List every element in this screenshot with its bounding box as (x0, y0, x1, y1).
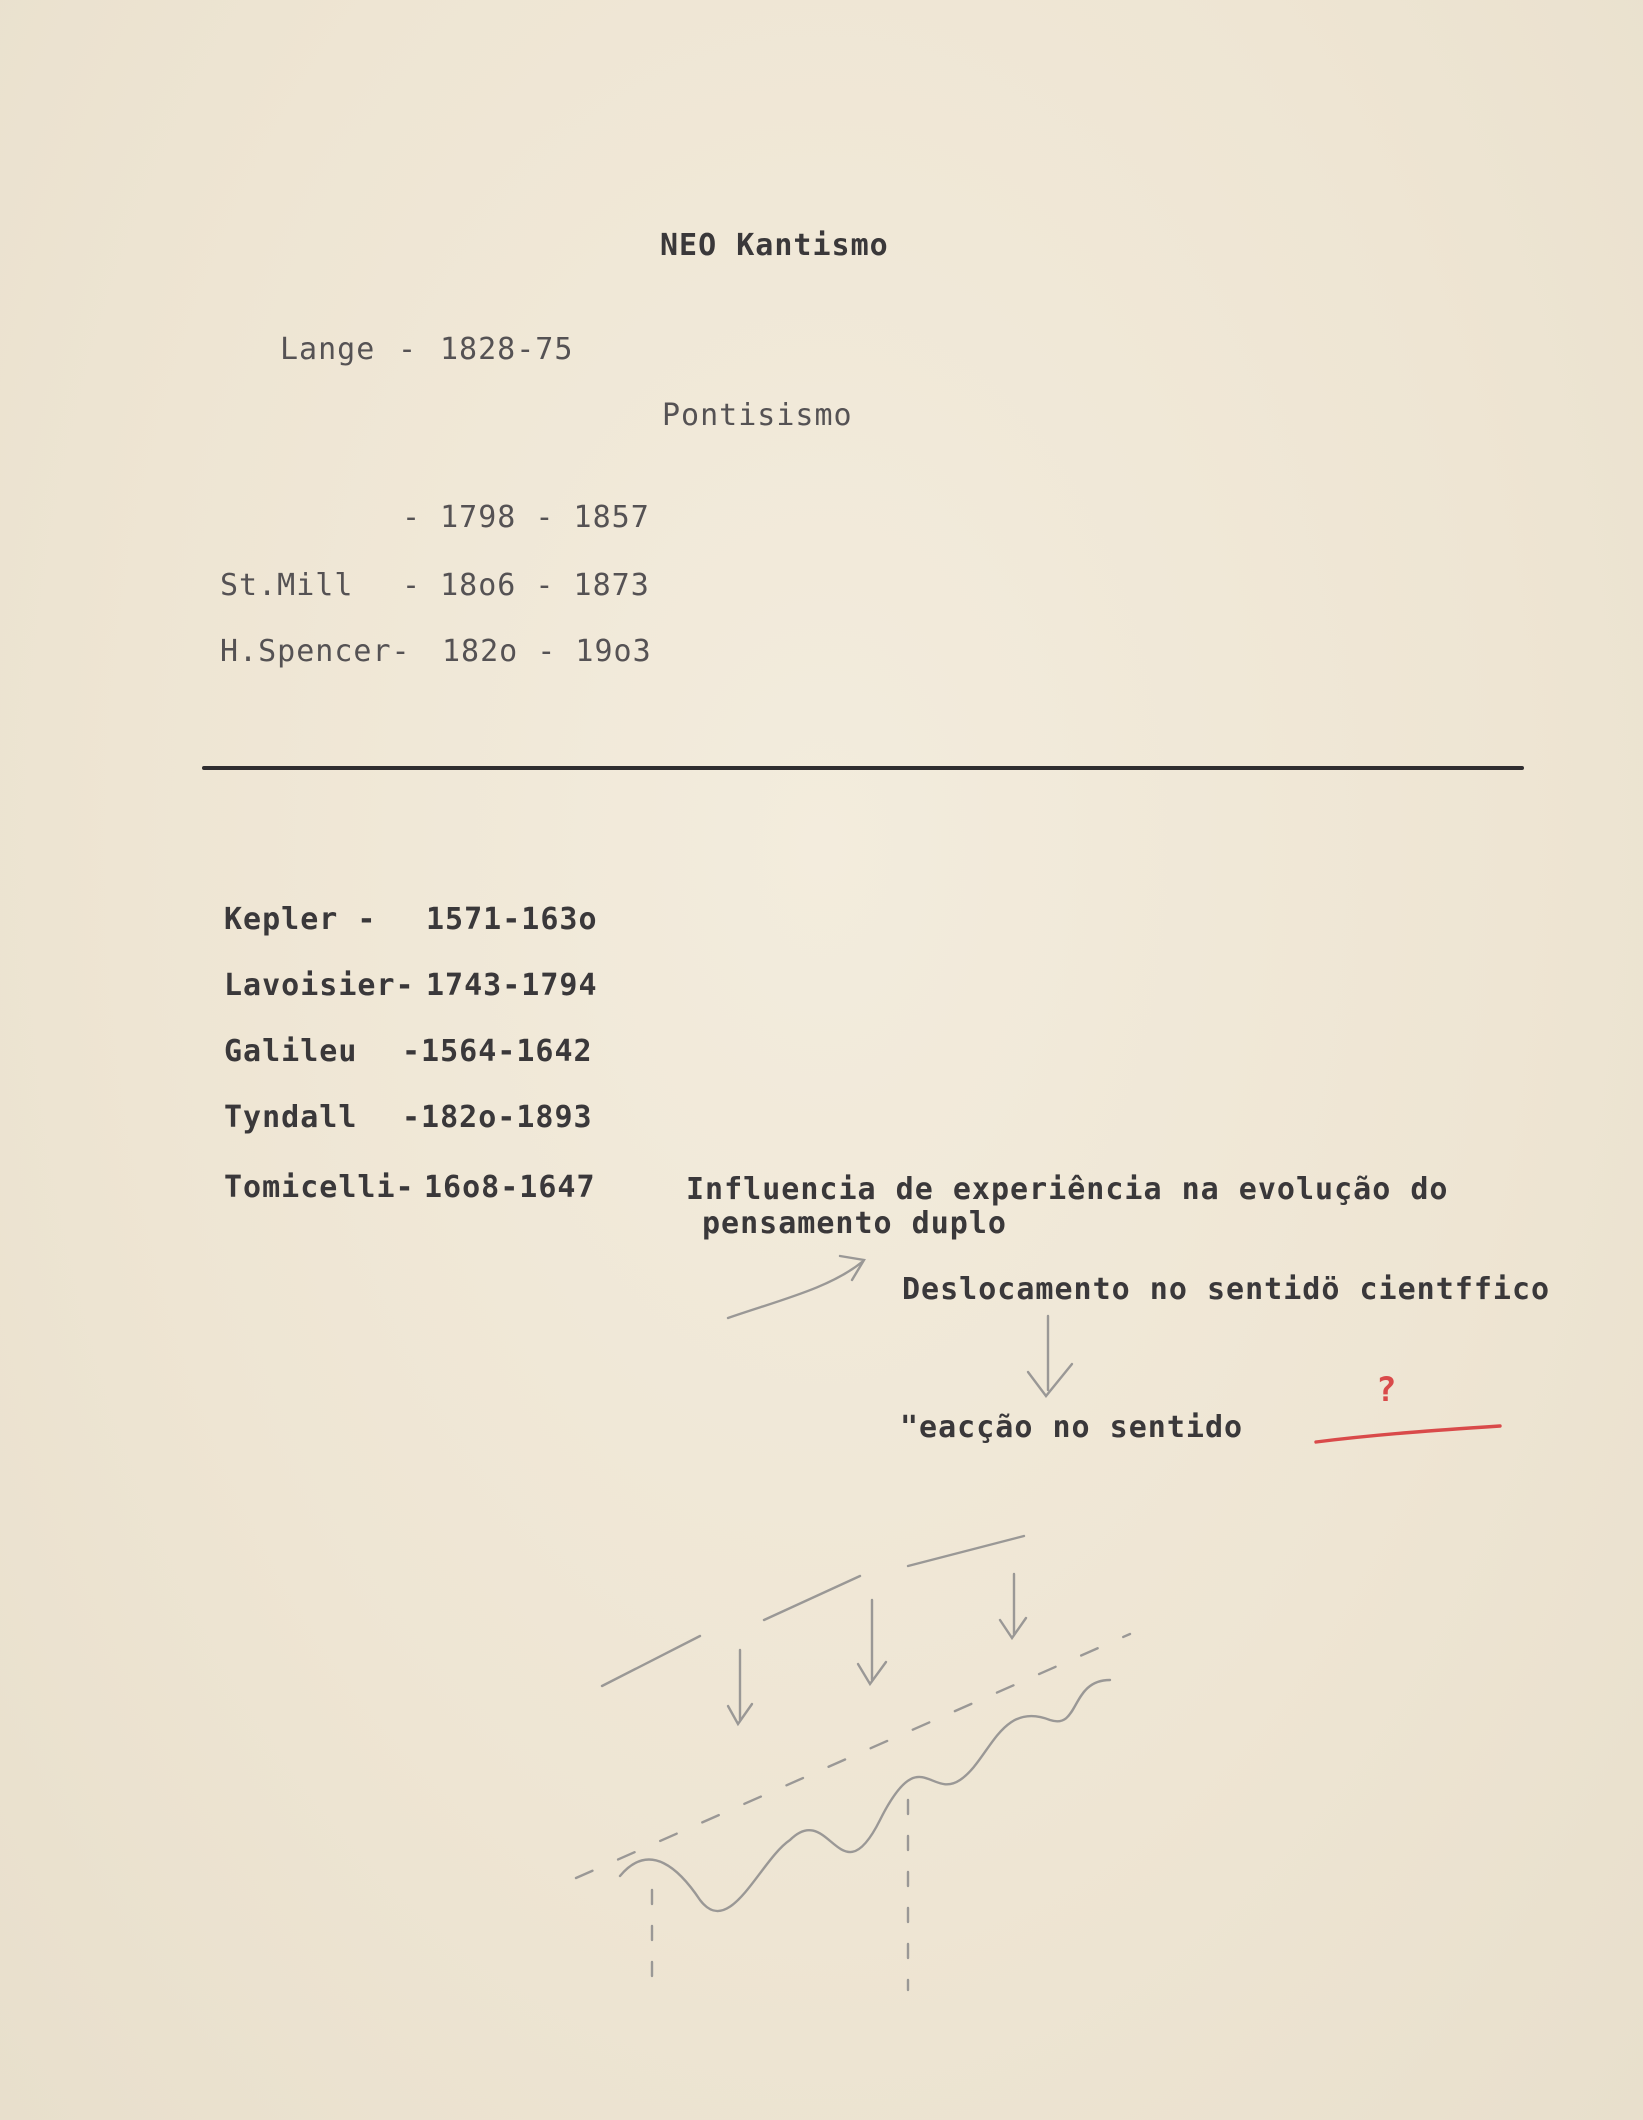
pencil-wavy-line (620, 1680, 1110, 1911)
red-pencil-underline (1316, 1426, 1500, 1442)
positivism-row-2-name: St.Mill (220, 568, 354, 603)
positivism-row-2-dates: - 18o6 - 1873 (402, 568, 650, 603)
scientist-4-dates: -182o-1893 (402, 1100, 593, 1135)
positivism-row-1-dates: - 1798 - 1857 (402, 500, 650, 535)
scientist-1-dates: 1571-163o (426, 902, 598, 937)
scientist-4-name: Tyndall (224, 1100, 358, 1135)
positivism-row-3-name: H.Spencer- (220, 634, 411, 669)
positivism-row-3-dates: 182o - 19o3 (442, 634, 652, 669)
scientist-1-name: Kepler - (224, 902, 377, 937)
pencil-diagonal-3 (908, 1536, 1024, 1566)
pencil-diagonal-2 (764, 1576, 860, 1620)
neo-kantismo-dates: 1828-75 (440, 332, 574, 367)
influence-note-line-1: Influencia de experiência na evolução do (686, 1172, 1449, 1207)
positivism-heading: Pontisismo (662, 398, 853, 433)
red-question-mark: ? (1376, 1370, 1398, 1410)
displacement-note: Deslocamento no sentidö cientffico (902, 1272, 1551, 1307)
pencil-arrowhead-down-reaction (1028, 1364, 1072, 1396)
influence-note-line-2: pensamento duplo (702, 1206, 1007, 1241)
page-title: NEO Kantismo (660, 228, 889, 263)
neo-kantismo-dash: - (398, 332, 418, 367)
pencil-diagonal-1 (602, 1636, 700, 1686)
scientist-3-name: Galileu (224, 1034, 358, 1069)
pencil-arrow-to-displacement (728, 1262, 862, 1318)
neo-kantismo-name: Lange (280, 332, 376, 367)
scientist-5-dates: 16o8-1647 (424, 1170, 596, 1205)
scientist-3-dates: -1564-1642 (402, 1034, 593, 1069)
scientist-5-name: Tomicelli- (224, 1170, 415, 1205)
scientist-2-dates: 1743-1794 (426, 968, 598, 1003)
reaction-note: "eacção no sentido (900, 1410, 1244, 1445)
pencil-dashed-diagonal (576, 1634, 1130, 1878)
scientist-2-name: Lavoisier- (224, 968, 415, 1003)
